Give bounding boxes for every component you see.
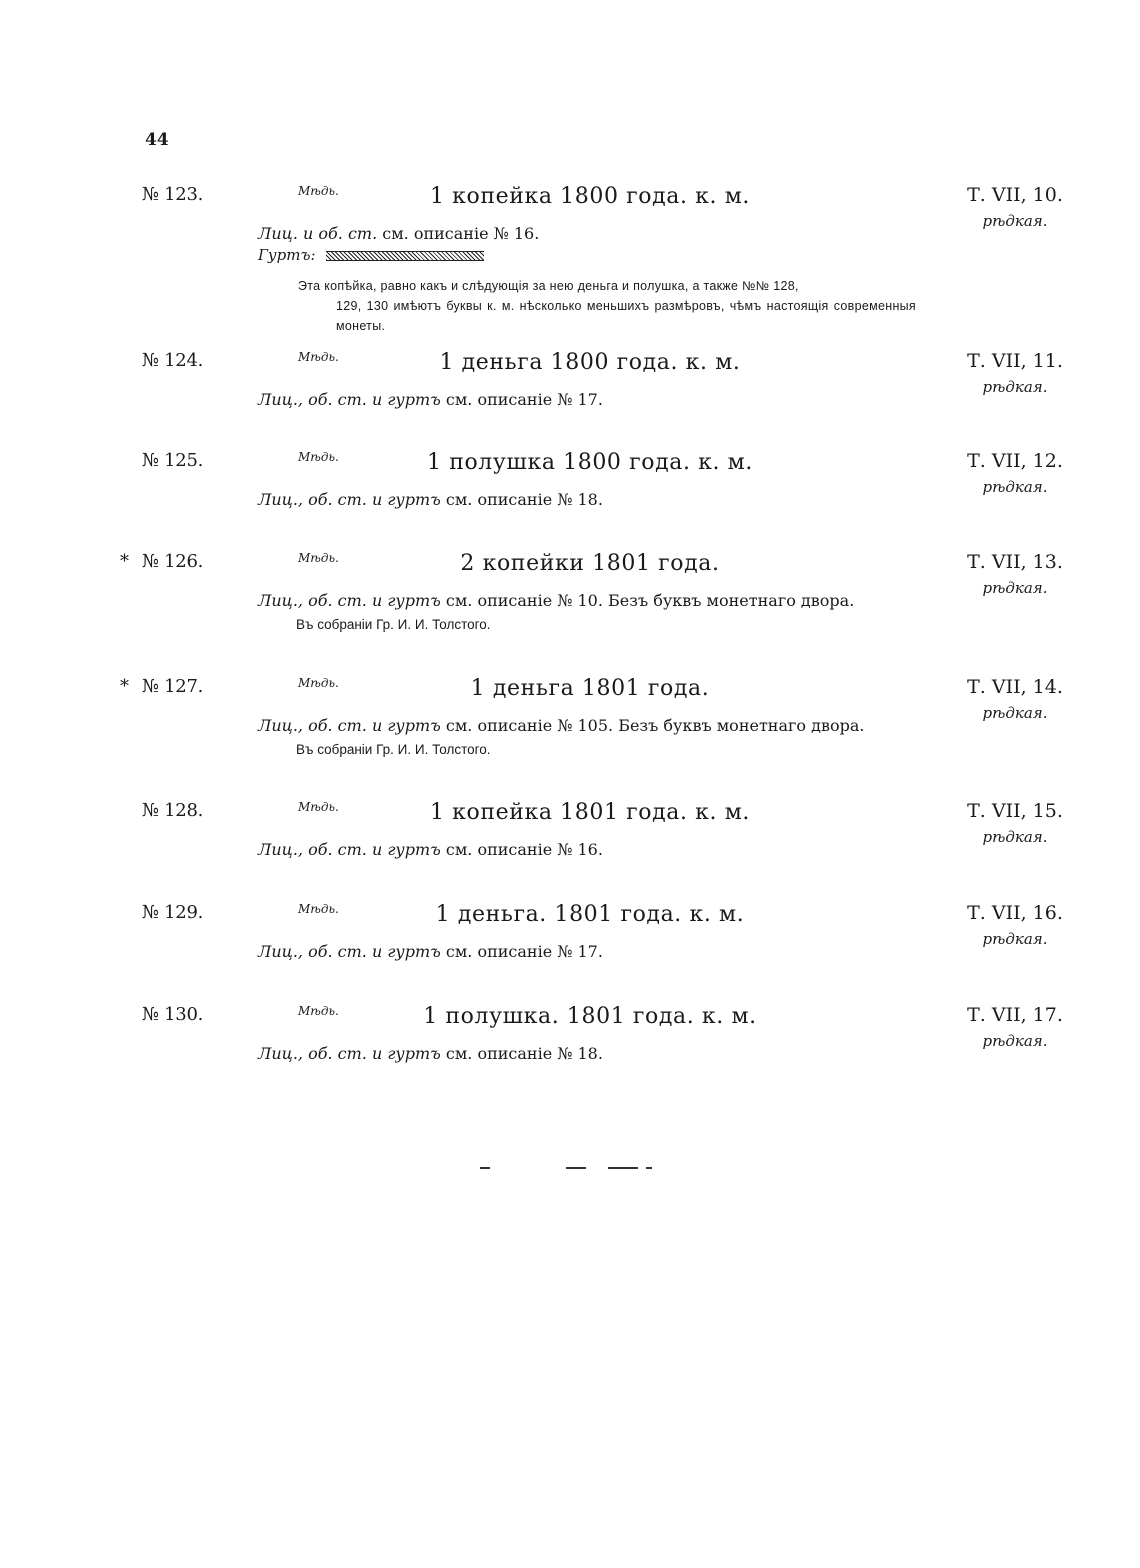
description-italic: Лиц. и об. ст. — [258, 224, 378, 243]
collection-note: Въ собраніи Гр. И. И. Толстого. — [296, 742, 491, 757]
rarity-label: рѣдкая. — [982, 478, 1048, 496]
footnote-first-line: Эта копѣйка, равно какъ и слѣдующія за нею деньга и полушка, а также №№ 128, — [298, 279, 799, 293]
section-end-rule — [480, 1167, 490, 1169]
plate-reference: Т. VII, 14. — [967, 676, 1063, 698]
entry-number — [120, 676, 204, 697]
collection-note: Въ собраніи Гр. И. И. Толстого. — [296, 617, 491, 632]
entry-number: № 123. — [142, 184, 204, 205]
metal-label: Мѣдь. — [298, 676, 339, 690]
plate-reference: Т. VII, 16. — [967, 902, 1063, 924]
description-italic: Лиц., об. ст. и гуртъ — [258, 840, 441, 859]
description — [258, 942, 603, 961]
metal-label: Мѣдь. — [298, 184, 339, 198]
description — [258, 224, 539, 243]
description-italic: Лиц., об. ст. и гуртъ — [258, 490, 441, 509]
entry-number: № 130. — [142, 1004, 204, 1025]
description-text: см. описаніе № 16. — [377, 224, 540, 243]
description — [258, 591, 854, 610]
description — [258, 840, 603, 859]
plate-reference: Т. VII, 13. — [967, 551, 1063, 573]
metal-label: Мѣдь. — [298, 800, 339, 814]
description-text: см. описаніе № 18. — [440, 490, 603, 509]
rarity-label: рѣдкая. — [982, 378, 1048, 396]
description-italic: Лиц., об. ст. и гуртъ — [258, 716, 441, 735]
rarity-label: рѣдкая. — [982, 1032, 1048, 1050]
coin-title: 1 деньга. 1801 года. к. м. — [435, 902, 745, 927]
new-entry-asterisk: * — [120, 551, 129, 572]
entry-number-text: № 126. — [142, 551, 204, 572]
plate-reference: Т. VII, 12. — [967, 450, 1063, 472]
description-italic: Лиц., об. ст. и гуртъ — [258, 390, 441, 409]
coin-title: 1 деньга 1800 года. к. м. — [439, 350, 741, 375]
description-italic: Лиц., об. ст. и гуртъ — [258, 591, 441, 610]
coin-title: 1 деньга 1801 года. — [470, 676, 710, 701]
description-text: см. описаніе № 18. — [440, 1044, 603, 1063]
rarity-label: рѣдкая. — [982, 828, 1048, 846]
description-text: см. описаніе № 17. — [440, 942, 603, 961]
coin-title: 1 копейка 1800 года. к. м. — [429, 184, 751, 209]
description-text: см. описаніе № 105. Безъ буквъ монетнаго двора. — [440, 716, 865, 735]
section-end-rule — [566, 1167, 586, 1169]
entry-number: № 125. — [142, 450, 204, 471]
entry-number-text: № 127. — [142, 676, 204, 697]
coin-title: 1 полушка. 1801 года. к. м. — [423, 1004, 757, 1029]
rarity-label: рѣдкая. — [982, 579, 1048, 597]
description — [258, 490, 603, 509]
description — [258, 716, 864, 735]
edge-pattern-icon — [326, 251, 484, 261]
coin-title: 2 копейки 1801 года. — [460, 551, 720, 576]
entry-number: № 129. — [142, 902, 204, 923]
description-text: см. описаніе № 17. — [440, 390, 603, 409]
metal-label: Мѣдь. — [298, 1004, 339, 1018]
page-number: 44 — [145, 130, 169, 150]
plate-reference: Т. VII, 11. — [967, 350, 1063, 372]
coin-title: 1 полушка 1800 года. к. м. — [427, 450, 753, 475]
metal-label: Мѣдь. — [298, 450, 339, 464]
plate-reference: Т. VII, 17. — [967, 1004, 1063, 1026]
plate-reference: Т. VII, 10. — [967, 184, 1063, 206]
metal-label: Мѣдь. — [298, 350, 339, 364]
entry-number: № 124. — [142, 350, 204, 371]
rarity-label: рѣдкая. — [982, 212, 1048, 230]
rarity-label: рѣдкая. — [982, 930, 1048, 948]
edge-description — [258, 246, 484, 264]
metal-label: Мѣдь. — [298, 551, 339, 565]
edge-label: Гуртъ: — [258, 246, 316, 264]
entry-number: № 128. — [142, 800, 204, 821]
rarity-label: рѣдкая. — [982, 704, 1048, 722]
plate-reference: Т. VII, 15. — [967, 800, 1063, 822]
coin-title: 1 копейка 1801 года. к. м. — [429, 800, 751, 825]
description-italic: Лиц., об. ст. и гуртъ — [258, 942, 441, 961]
footnote-continuation: 129, 130 имѣютъ буквы к. м. нѣсколько меньшихъ размѣровъ, чѣмъ настоящія современныя монеты. — [336, 299, 916, 333]
metal-label: Мѣдь. — [298, 902, 339, 916]
description-text: см. описаніе № 16. — [440, 840, 603, 859]
entry-number — [120, 551, 204, 572]
description — [258, 390, 603, 409]
section-end-rule — [608, 1167, 638, 1169]
footnote — [298, 276, 916, 336]
description-text: см. описаніе № 10. Безъ буквъ монетнаго двора. — [440, 591, 855, 610]
description-italic: Лиц., об. ст. и гуртъ — [258, 1044, 441, 1063]
description — [258, 1044, 603, 1063]
new-entry-asterisk: * — [120, 676, 129, 697]
section-end-rule — [646, 1167, 652, 1169]
